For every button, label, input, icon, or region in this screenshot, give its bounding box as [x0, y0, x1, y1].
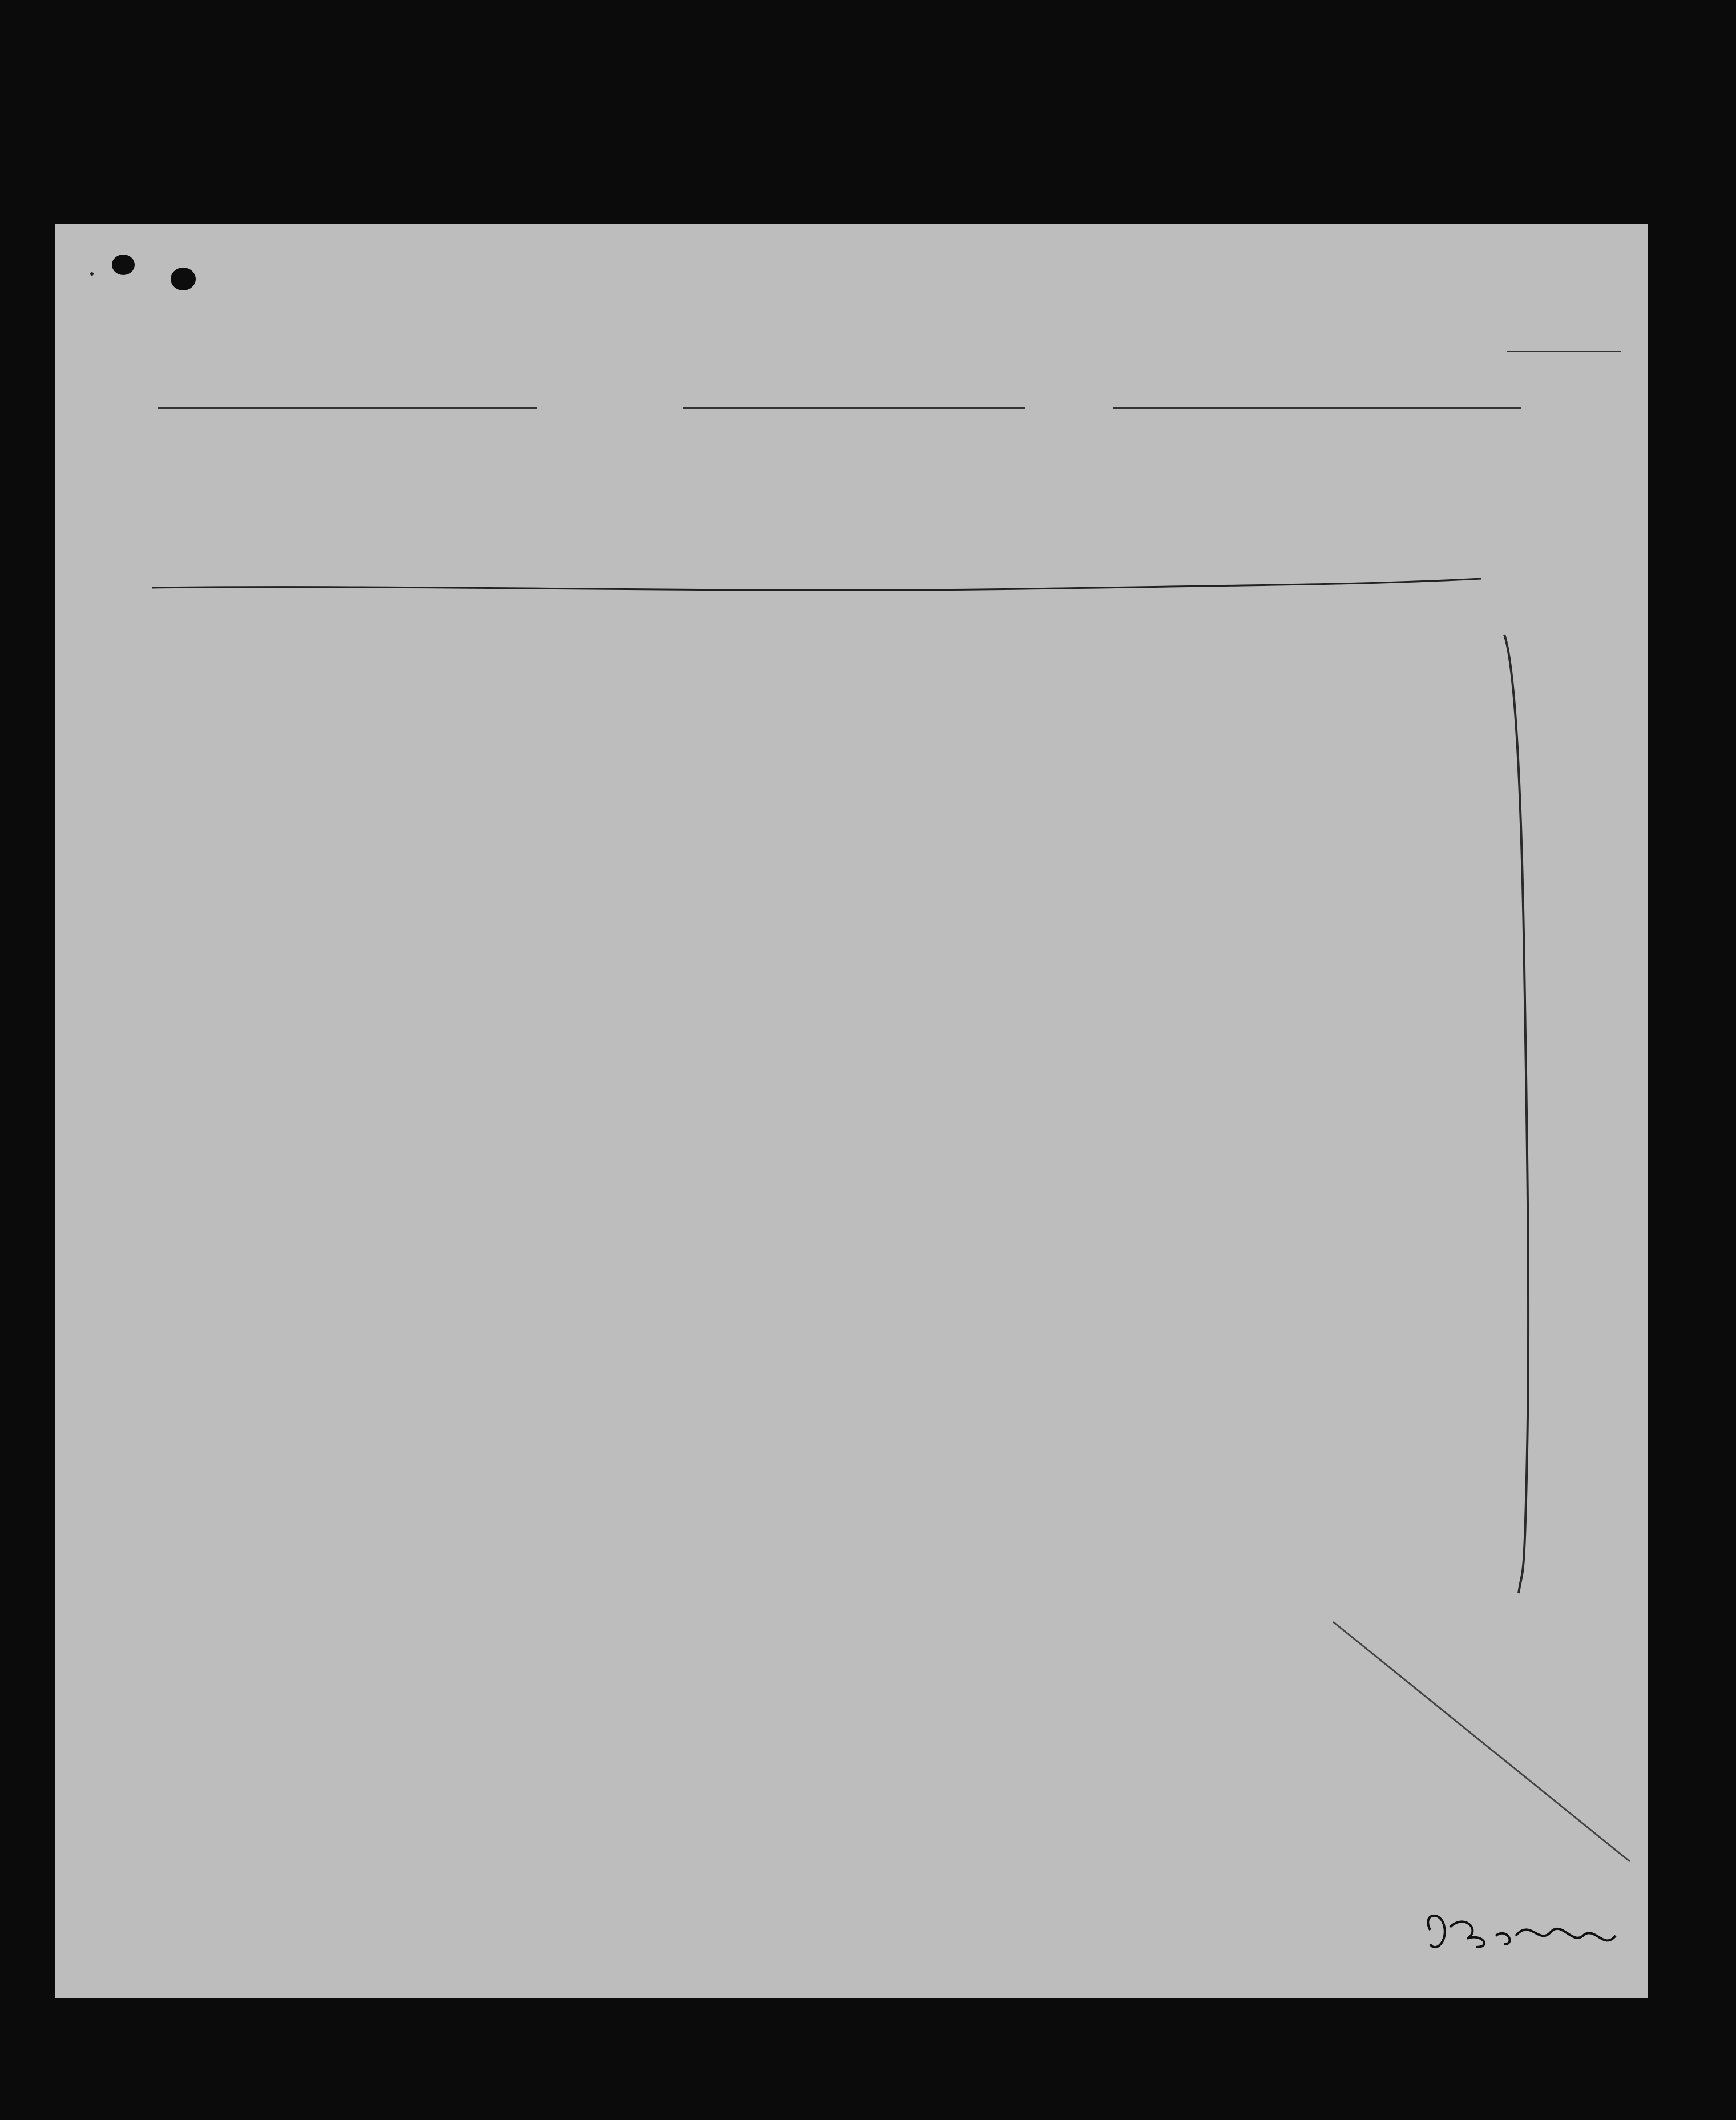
- manifest-sheet: [55, 224, 1648, 1998]
- pencil-marks: [55, 224, 1648, 1998]
